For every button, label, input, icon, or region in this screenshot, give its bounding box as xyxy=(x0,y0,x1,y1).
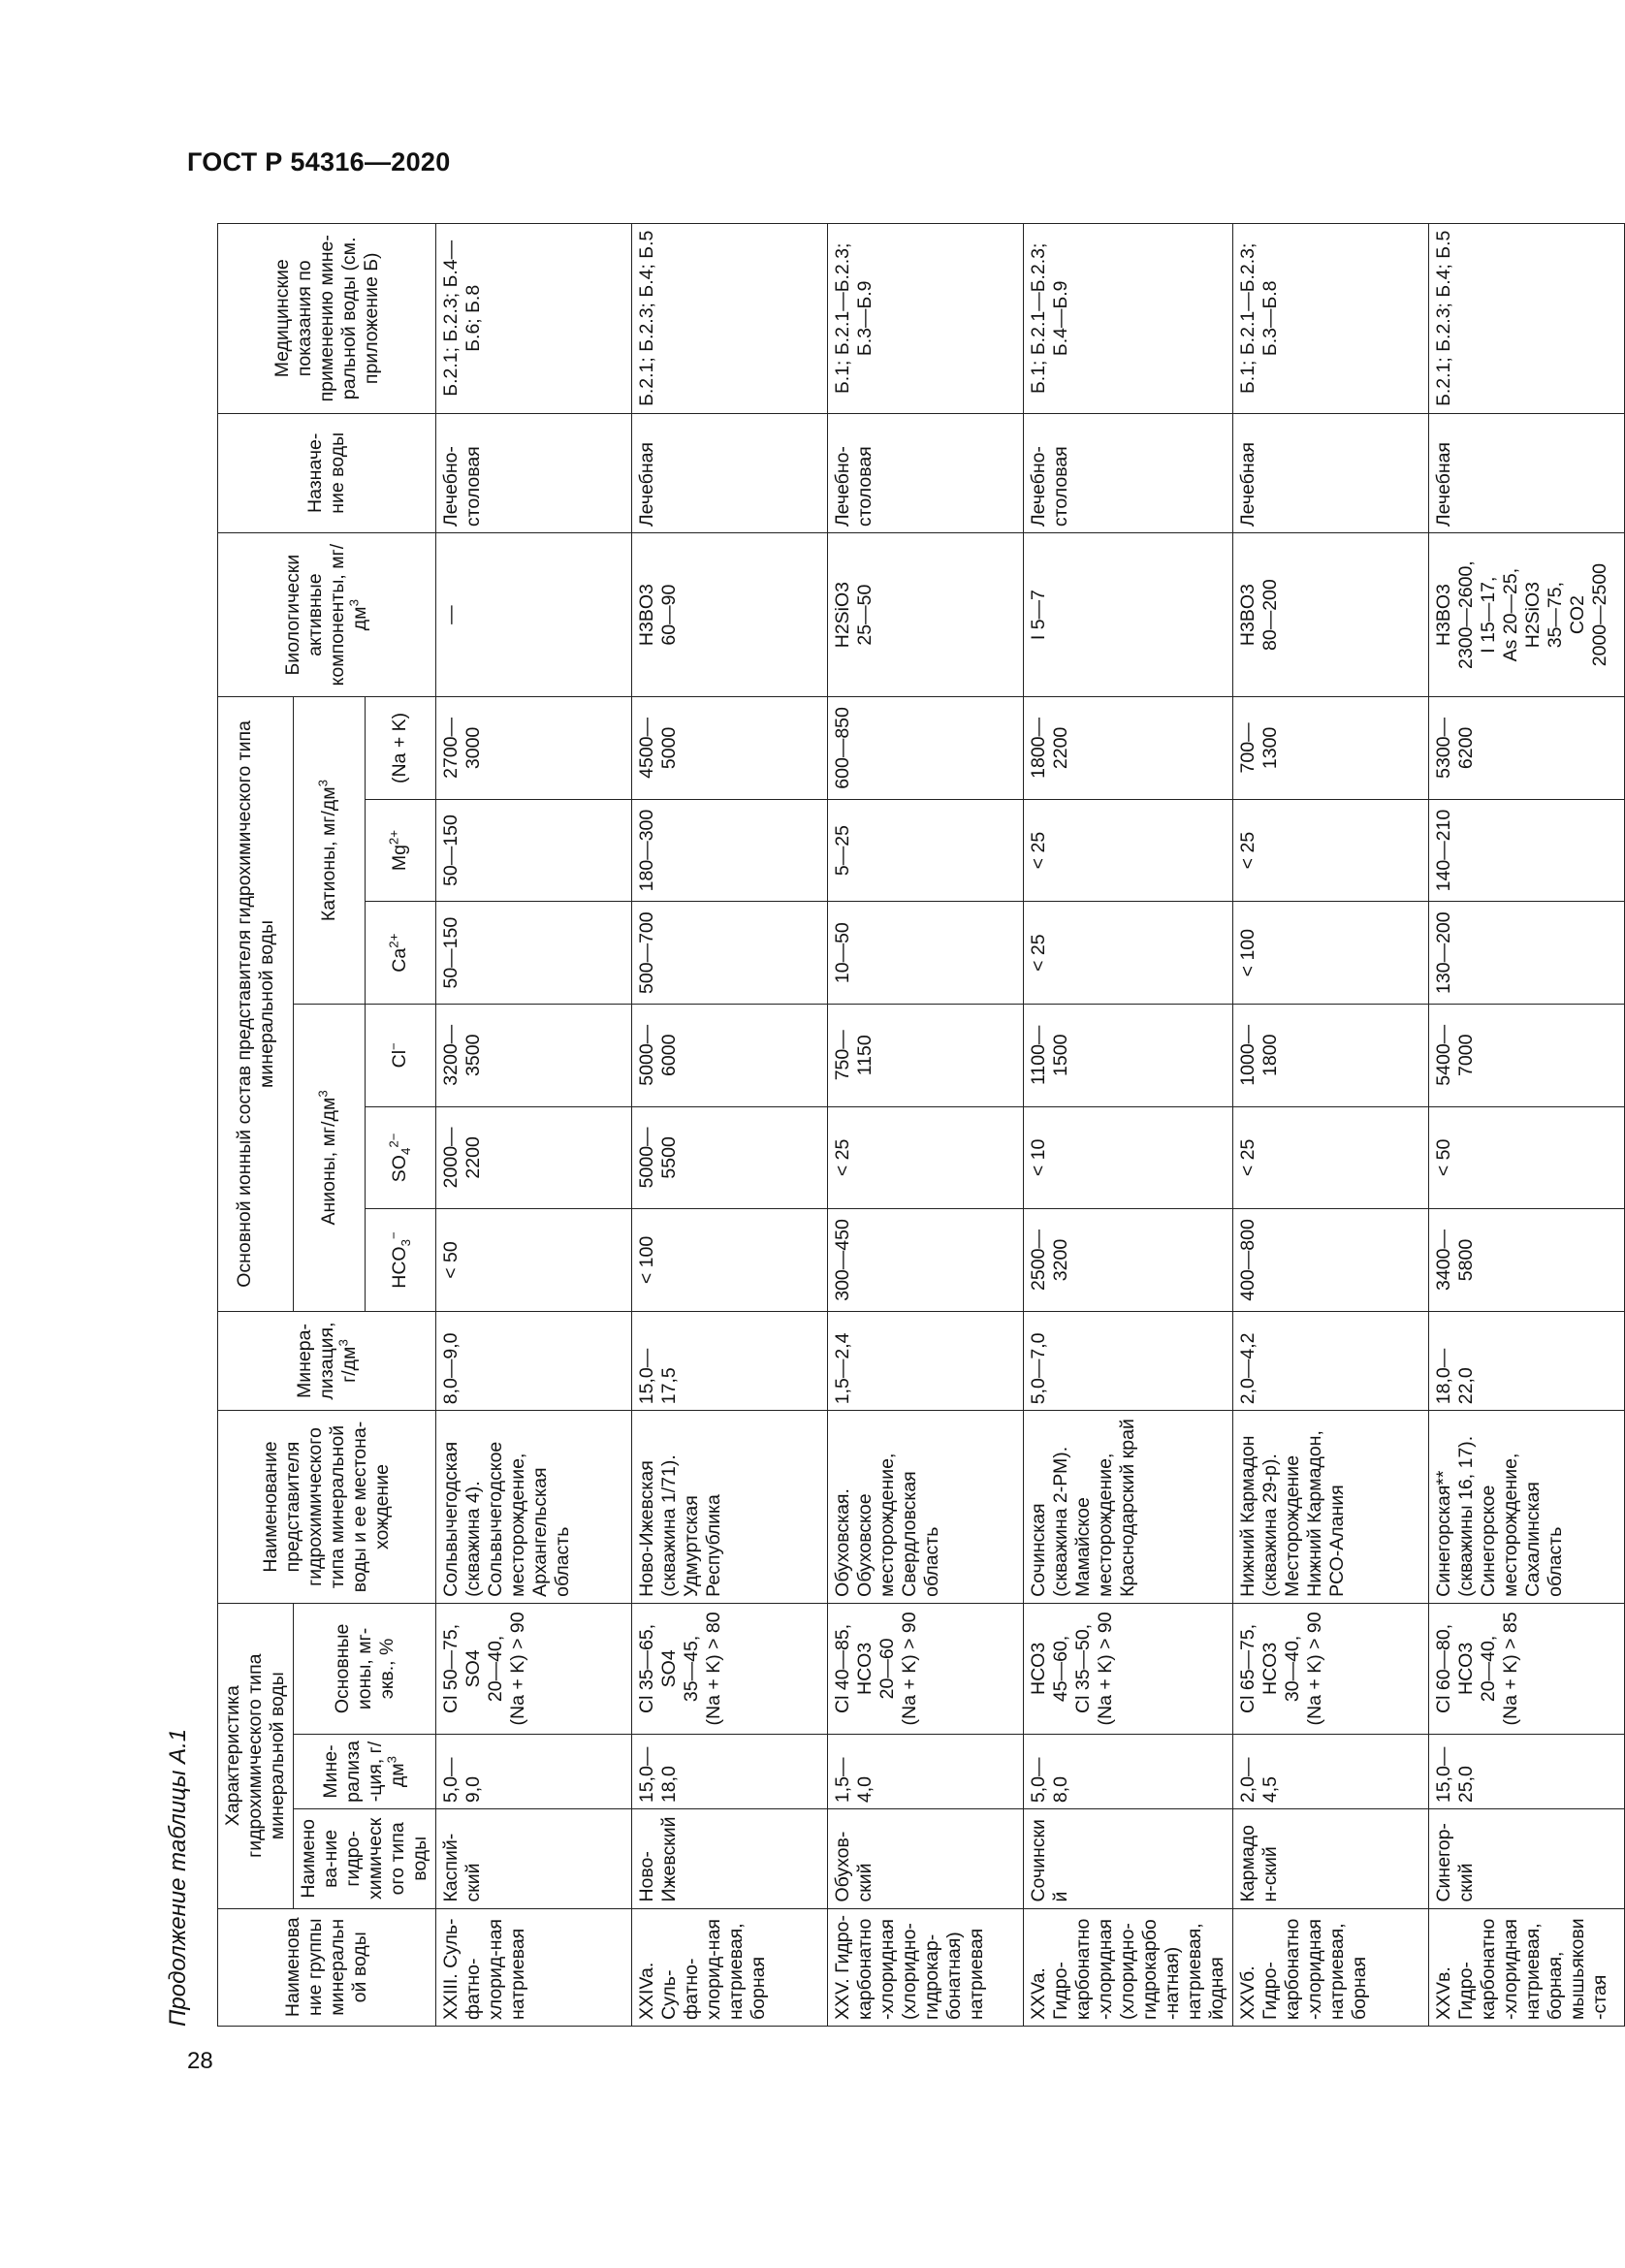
page-number: 28 xyxy=(187,2048,213,2074)
hco3-cell: < 100 xyxy=(632,1209,828,1312)
representative-cell: Обуховская. Обуховское месторождение, Свердловская область xyxy=(828,1411,1024,1604)
ca-cell: < 25 xyxy=(1024,902,1233,1005)
main-ions-cell: Cl 65—75, HCO3 30—40, (Na + K) > 90 xyxy=(1233,1603,1429,1734)
ca-cell: 10—50 xyxy=(828,902,1024,1005)
header-rep-mineralization: Минера-лизация, $г/дм^3$ xyxy=(218,1311,436,1410)
bio-components-cell: I 5—7 xyxy=(1024,533,1233,697)
purpose-cell: Лечебно-столовая xyxy=(828,413,1024,533)
document-title: ГОСТ Р 54316—2020 xyxy=(187,147,451,176)
cl-cell: 1000—1800 xyxy=(1233,1004,1429,1106)
rep-mineralization-cell: 8,0—9,0 xyxy=(436,1311,632,1410)
hco3-cell: 300—450 xyxy=(828,1209,1024,1312)
bio-components-cell: H3BO3 80—200 xyxy=(1233,533,1429,697)
medical-indications-cell: Б.1; Б.2.1—Б.2.3; Б.3—Б.8 xyxy=(1233,224,1429,414)
mg-cell: 50—150 xyxy=(436,799,632,902)
ca-cell: 500—700 xyxy=(632,902,828,1005)
header-so4: $SO_4^{2-}$ xyxy=(365,1106,436,1209)
header-type-name: Наименова-ние гидро-химического типа воды xyxy=(294,1809,436,1908)
medical-indications-cell: Б.2.1; Б.2.3; Б.4; Б.5 xyxy=(632,224,828,414)
purpose-cell: Лечебно-столовая xyxy=(436,413,632,533)
purpose-cell: Лечебная xyxy=(1429,413,1625,533)
header-hydro-characteristic: Характеристика гидрохимического типа минеральной воды xyxy=(218,1603,294,1908)
so4-cell: < 25 xyxy=(1233,1106,1429,1209)
medical-indications-cell: Б.2.1; Б.2.3; Б.4—Б.6; Б.8 xyxy=(436,224,632,414)
type-name-cell: Ново-Ижевский xyxy=(632,1809,828,1908)
na-k-cell: 4500—5000 xyxy=(632,697,828,800)
hco3-cell: 400—800 xyxy=(1233,1209,1429,1312)
main-ions-cell: HCO3 45—60, Cl 35—50, (Na + K) > 90 xyxy=(1024,1603,1233,1734)
header-group-name: Наименование группы минеральной воды xyxy=(218,1908,436,2026)
ca-cell: 50—150 xyxy=(436,902,632,1005)
mg-cell: 140—210 xyxy=(1429,799,1625,902)
representative-cell: Синегорская** (скважины 16, 17). Синегорское месторождение, Сахалинская область xyxy=(1429,1411,1625,1604)
table-row xyxy=(1233,224,1429,2027)
cl-cell: 3200—3500 xyxy=(436,1004,632,1106)
purpose-cell: Лечебная xyxy=(1233,413,1429,533)
group-cell: XXVв. Гидро-карбонатно-хлоридная натриевая, борная, мышьякови-стая xyxy=(1429,1908,1625,2026)
so4-cell: 5000—5500 xyxy=(632,1106,828,1209)
header-ca: $Ca^{2+}$ xyxy=(365,902,436,1005)
main-ions-cell: Cl 40—85, HCO3 20—60 (Na + K) > 90 xyxy=(828,1603,1024,1734)
medical-indications-cell: Б.1; Б.2.1—Б.2.3; Б.4—Б.9 xyxy=(1024,224,1233,414)
type-name-cell: Синегор-ский xyxy=(1429,1809,1625,1908)
representative-cell: Нижний Кармадон (скважина 29-р). Месторождение Нижний Кармадон, РСО-Алания xyxy=(1233,1411,1429,1604)
type-mineralization-cell: 15,0—25,0 xyxy=(1429,1735,1625,1809)
header-representative-name: Наименование представителя гидрохимического типа минеральной воды и ее местона-хождение xyxy=(218,1411,436,1604)
cl-cell: 750—1150 xyxy=(828,1004,1024,1106)
group-cell: XXIVa. Суль-фатно-хлорид-ная натриевая, борная xyxy=(632,1908,828,2026)
table-body xyxy=(436,224,1625,2027)
bio-components-cell: H3BO3 2300—2600, I 15—17, As 20—25, H2SiO3 35—75, CO2 2000—2500 xyxy=(1429,533,1625,697)
bio-components-cell: — xyxy=(436,533,632,697)
na-k-cell: 1800—2200 xyxy=(1024,697,1233,800)
mg-cell: 5—25 xyxy=(828,799,1024,902)
so4-cell: < 50 xyxy=(1429,1106,1625,1209)
table-row xyxy=(828,224,1024,2027)
so4-cell: < 25 xyxy=(828,1106,1024,1209)
type-mineralization-cell: 5,0—9,0 xyxy=(436,1735,632,1809)
type-name-cell: Каспий-ский xyxy=(436,1809,632,1908)
ca-cell: < 100 xyxy=(1233,902,1429,1005)
header-hco3: $HCO_3^-$ xyxy=(365,1209,436,1312)
group-cell: XXIII. Суль-фатно-хлорид-ная натриевая xyxy=(436,1908,632,2026)
rep-mineralization-cell: 2,0—4,2 xyxy=(1233,1311,1429,1410)
na-k-cell: 2700—3000 xyxy=(436,697,632,800)
type-mineralization-cell: 2,0—4,5 xyxy=(1233,1735,1429,1809)
bio-components-cell: H2SiO3 25—50 xyxy=(828,533,1024,697)
so4-cell: < 10 xyxy=(1024,1106,1233,1209)
header-bio-components: Биологически активные компоненты, $мг/дм^3$ xyxy=(218,533,436,697)
type-mineralization-cell: 15,0—18,0 xyxy=(632,1735,828,1809)
representative-cell: Сольвычегодская (скважина 4). Сольвычегодское месторождение, Архангельская область xyxy=(436,1411,632,1604)
group-cell: XXVб. Гидро-карбонатно-хлоридная натриевая, борная xyxy=(1233,1908,1429,2026)
header-mg: $Mg^{2+}$ xyxy=(365,799,436,902)
representative-cell: Сочинская (скважина 2-РМ). Мамайское месторождение, Краснодарский край xyxy=(1024,1411,1233,1604)
hco3-cell: < 50 xyxy=(436,1209,632,1312)
purpose-cell: Лечебная xyxy=(632,413,828,533)
na-k-cell: 600—850 xyxy=(828,697,1024,800)
so4-cell: 2000—2200 xyxy=(436,1106,632,1209)
rep-mineralization-cell: 5,0—7,0 xyxy=(1024,1311,1233,1410)
group-cell: XXVa. Гидро-карбонатно-хлоридная (хлоридно-гидрокарбо-натная) натриевая, йодная xyxy=(1024,1908,1233,2026)
mineral-water-table xyxy=(217,223,1625,2027)
header-anions: Анионы, $мг/дм^3$ xyxy=(294,1004,366,1311)
ca-cell: 130—200 xyxy=(1429,902,1625,1005)
header-type-mineralization: Мине-рализа-ция, $г/дм^3$ xyxy=(294,1735,436,1809)
rep-mineralization-cell: 15,0—17,5 xyxy=(632,1311,828,1410)
rep-mineralization-cell: 1,5—2,4 xyxy=(828,1311,1024,1410)
medical-indications-cell: Б.1; Б.2.1—Б.2.3; Б.3—Б.9 xyxy=(828,224,1024,414)
cl-cell: 5400—7000 xyxy=(1429,1004,1625,1106)
table-row xyxy=(1024,224,1233,2027)
type-mineralization-cell: 1,5—4,0 xyxy=(828,1735,1024,1809)
main-ions-cell: Cl 60—80, HCO3 20—40, (Na + K) > 85 xyxy=(1429,1603,1625,1734)
table-row xyxy=(436,224,632,2027)
mg-cell: < 25 xyxy=(1233,799,1429,902)
hco3-cell: 3400—5800 xyxy=(1429,1209,1625,1312)
rep-mineralization-cell: 18,0—22,0 xyxy=(1429,1311,1625,1410)
header-cl: Cl− xyxy=(365,1004,436,1106)
header-medical-indications: Медицинские показания по применению мине-ральной воды (см. приложение Б) xyxy=(218,224,436,414)
table-row xyxy=(1429,224,1625,2027)
group-cell: XXV. Гидро-карбонатно-хлоридная (хлоридно-гидрокар-бонатная) натриевая xyxy=(828,1908,1024,2026)
type-name-cell: Сочинский xyxy=(1024,1809,1233,1908)
header-ionic-composition: Основной ионный состав представителя гидрохимического типа минеральной воды xyxy=(218,697,294,1312)
table-row xyxy=(632,224,828,2027)
representative-cell: Ново-Ижевская (скважина 1/71). Удмуртская Республика xyxy=(632,1411,828,1604)
purpose-cell: Лечебно-столовая xyxy=(1024,413,1233,533)
hco3-cell: 2500—3200 xyxy=(1024,1209,1233,1312)
main-ions-cell: Cl 35—65, SO4 35—45, (Na + K) > 80 xyxy=(632,1603,828,1734)
header-na-k: (Na + K) xyxy=(365,697,436,800)
na-k-cell: 5300—6200 xyxy=(1429,697,1625,800)
mg-cell: 180—300 xyxy=(632,799,828,902)
bio-components-cell: H3BO3 60—90 xyxy=(632,533,828,697)
mg-cell: < 25 xyxy=(1024,799,1233,902)
table-caption: Продолжение таблицы А.1 xyxy=(165,1728,191,2027)
cl-cell: 1100—1500 xyxy=(1024,1004,1233,1106)
header-main-ions: Основные ионы, мг-экв., % xyxy=(294,1603,436,1734)
main-ions-cell: Cl 50—75, SO4 20—40, (Na + K) > 90 xyxy=(436,1603,632,1734)
rotated-table-area xyxy=(165,223,1610,2027)
medical-indications-cell: Б.2.1; Б.2.3; Б.4; Б.5 xyxy=(1429,224,1625,414)
type-name-cell: Обухов-ский xyxy=(828,1809,1024,1908)
header-purpose: Назначе-ние воды xyxy=(218,413,436,533)
header-cations: Катионы, $мг/дм^3$ xyxy=(294,697,366,1005)
cl-cell: 5000—6000 xyxy=(632,1004,828,1106)
na-k-cell: 700—1300 xyxy=(1233,697,1429,800)
type-mineralization-cell: 5,0—8,0 xyxy=(1024,1735,1233,1809)
type-name-cell: Кармадон-ский xyxy=(1233,1809,1429,1908)
